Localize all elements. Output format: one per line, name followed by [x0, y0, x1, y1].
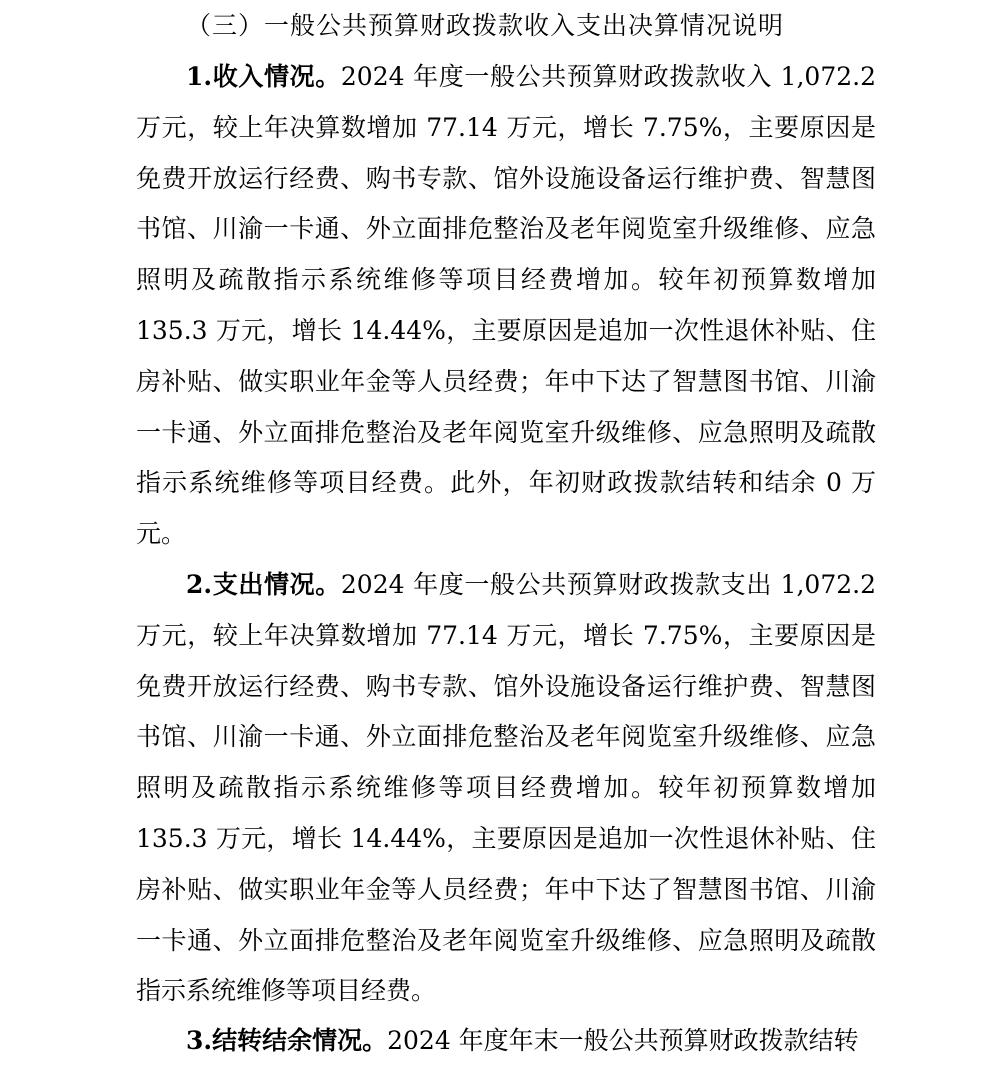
paragraph-carryover	[136, 1016, 876, 1067]
carryover-text: 2024 年度年末一般公共预算财政拨款结转	[387, 1026, 859, 1055]
paragraph-expense	[136, 560, 876, 1017]
income-label: 1.收入情况。	[186, 62, 341, 91]
expense-label: 2.支出情况。	[186, 570, 341, 599]
expense-text: 2024 年度一般公共预算财政拨款支出 1,072.2 万元，较上年决算数增加 77.14 万元，增长 7.75%，主要原因是免费开放运行经费、购书专款、馆外设施设备运行维护费、智慧图书馆、川渝一卡通、外立面排危整治及老年阅览室升级维修、应急照明及疏散指示系统维修等项目经费增加。较年初预算数增加 135.3 万元，增长 14.44%，主要原因是追加一次性退休补贴、住房补贴、做实职业年金等人员经费；年中下达了智慧图书馆、川渝一卡通、外立面排危整治及老年阅览室升级维修、应急照明及疏散指示系统维修等项目经费。	[136, 570, 876, 1006]
income-text: 2024 年度一般公共预算财政拨款收入 1,072.2 万元，较上年决算数增加 77.14 万元，增长 7.75%，主要原因是免费开放运行经费、购书专款、馆外设施设备运行维护费、智慧图书馆、川渝一卡通、外立面排危整治及老年阅览室升级维修、应急照明及疏散指示系统维修等项目经费增加。较年初预算数增加 135.3 万元，增长 14.44%，主要原因是追加一次性退休补贴、住房补贴、做实职业年金等人员经费；年中下达了智慧图书馆、川渝一卡通、外立面排危整治及老年阅览室升级维修、应急照明及疏散指示系统维修等项目经费。此外，年初财政拨款结转和结余 0 万元。	[136, 62, 876, 549]
carryover-label: 3.结转结余情况。	[186, 1026, 388, 1055]
paragraph-income	[136, 52, 876, 560]
section-heading: （三）一般公共预算财政拨款收入支出决算情况说明	[186, 11, 785, 40]
